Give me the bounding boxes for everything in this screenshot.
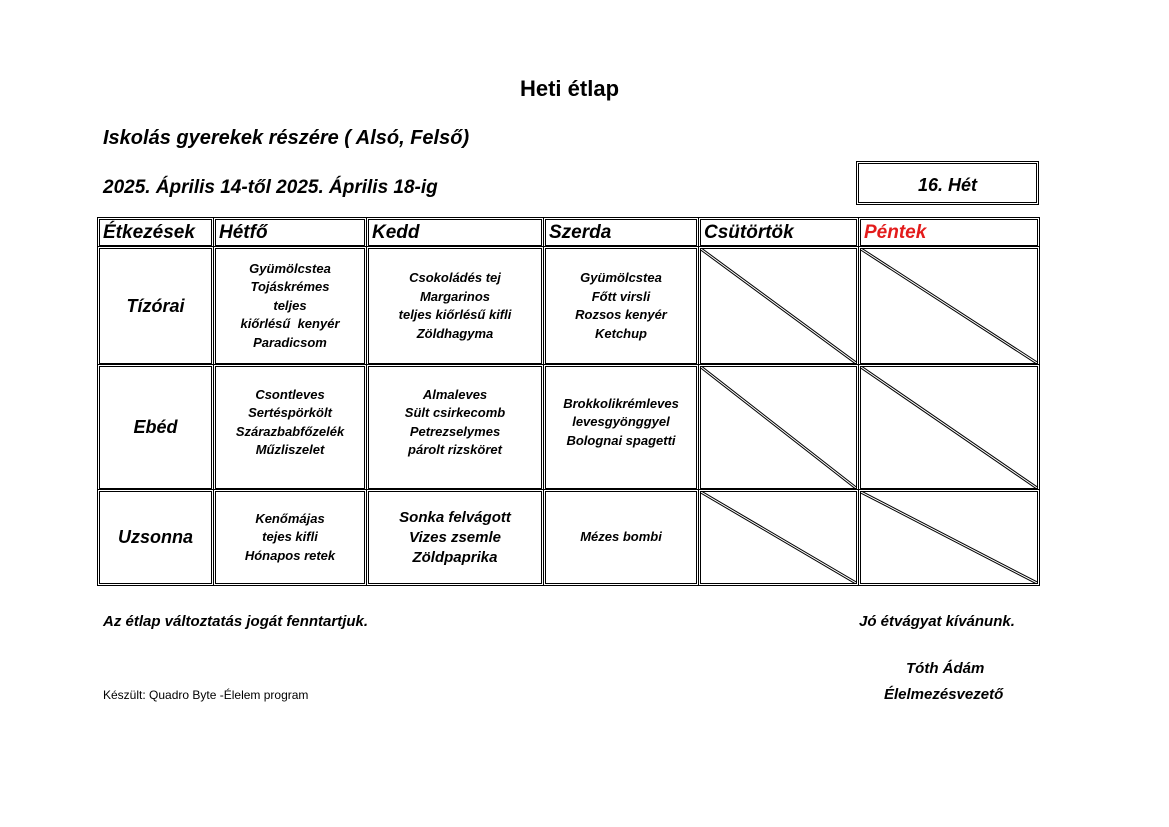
empty-cell-tizorai-thursday (698, 246, 859, 366)
header-day-thursday: Csütörtök (698, 217, 859, 248)
menu-item: Gyümölcstea (249, 260, 331, 276)
diagonal-strike (861, 367, 1037, 488)
week-number-box (856, 161, 1039, 205)
page-subtitle: Iskolás gyerekek részére ( Alsó, Felső) (103, 127, 470, 149)
empty-cell-ebed-friday (858, 364, 1040, 491)
date-range: 2025. Április 14-től 2025. Április 18-ig (103, 177, 438, 198)
change-disclaimer: Az étlap változtatás jogát fenntartjuk. (103, 613, 369, 630)
header-day-monday: Hétfő (213, 217, 367, 248)
meal-label-uzsonna: Uzsonna (97, 489, 214, 586)
menu-item: Rozsos kenyér (575, 307, 667, 322)
header-day-tuesday: Kedd (366, 217, 544, 248)
menu-cell-ebed-wednesday (543, 364, 699, 491)
header-meals: Étkezések (97, 217, 214, 248)
menu-cell-uzsonna-monday (213, 489, 367, 586)
menu-item: Paradicsom (253, 334, 327, 350)
menu-item: kiőrlésű kenyér (240, 316, 340, 332)
menu-item: Ketchup (595, 325, 647, 341)
menu-item: Tojáskrémes (250, 279, 330, 295)
menu-item: teljes kiőrlésű kifli (398, 307, 512, 322)
menu-item: Műzliszelet (255, 442, 325, 457)
menu-item: Hónapos retek (244, 547, 336, 563)
menu-item: Főtt virsli (591, 288, 651, 304)
menu-cell-ebed-monday (213, 364, 367, 491)
menu-cell-tizorai-tuesday (366, 246, 544, 366)
menu-cell-tizorai-monday (213, 246, 367, 366)
menu-cell-tizorai-wednesday (543, 246, 699, 366)
empty-cell-uzsonna-friday (858, 489, 1040, 586)
empty-cell-uzsonna-thursday (698, 489, 859, 586)
menu-item: Csokoládés tej (409, 270, 501, 285)
week-number: 16. Hét (917, 174, 978, 195)
signer-role: Élelmezésvezető (884, 686, 1004, 703)
empty-cell-ebed-thursday (698, 364, 859, 491)
menu-item: párolt rizsköret (408, 442, 502, 457)
menu-cell-uzsonna-wednesday (543, 489, 699, 586)
menu-item: levesgyönggyel (572, 414, 670, 430)
header-day-friday: Péntek (858, 217, 1040, 248)
menu-item: Brokkolikrémleves (563, 395, 679, 411)
empty-cell-tizorai-friday (858, 246, 1040, 366)
page-title: Heti étlap (519, 76, 620, 101)
menu-item: Sült csirkecomb (404, 405, 506, 420)
diagonal-strike (861, 492, 1037, 583)
menu-item: Mézes bombi (580, 529, 662, 545)
menu-item: Csontleves (255, 386, 325, 402)
menu-item: Szárazbabfőzelék (235, 423, 345, 439)
diagonal-strike (701, 367, 856, 488)
made-by-note: Készült: Quadro Byte -Élelem program (103, 688, 309, 702)
menu-item: Sonka felvágott (399, 508, 511, 526)
diagonal-strike (701, 249, 856, 363)
menu-item: tejes kifli (262, 529, 318, 545)
diagonal-strike (861, 249, 1037, 363)
menu-item: Gyümölcstea (580, 270, 662, 285)
menu-item: Zöldpaprika (412, 548, 498, 566)
signer-name: Tóth Ádám (906, 660, 985, 677)
menu-item: Margarinos (419, 288, 491, 304)
meal-label-tizorai: Tízórai (97, 246, 214, 366)
menu-cell-uzsonna-tuesday (366, 489, 544, 586)
diagonal-strike (701, 492, 856, 583)
header-day-wednesday: Szerda (543, 217, 699, 248)
menu-item: teljes (273, 297, 307, 313)
menu-item: Zöldhagyma (416, 325, 494, 341)
menu-cell-ebed-tuesday (366, 364, 544, 491)
meal-label-ebed: Ebéd (97, 364, 214, 491)
menu-item: Bolognai spagetti (566, 432, 676, 448)
menu-item: Vizes zsemle (409, 528, 501, 546)
menu-item: Petrezselymes (409, 423, 501, 439)
bon-appetit-note: Jó étvágyat kívánunk. (859, 613, 1015, 630)
menu-item: Kenőmájas (255, 510, 325, 526)
menu-item: Sertéspörkölt (248, 405, 332, 420)
menu-item: Almaleves (422, 386, 488, 402)
